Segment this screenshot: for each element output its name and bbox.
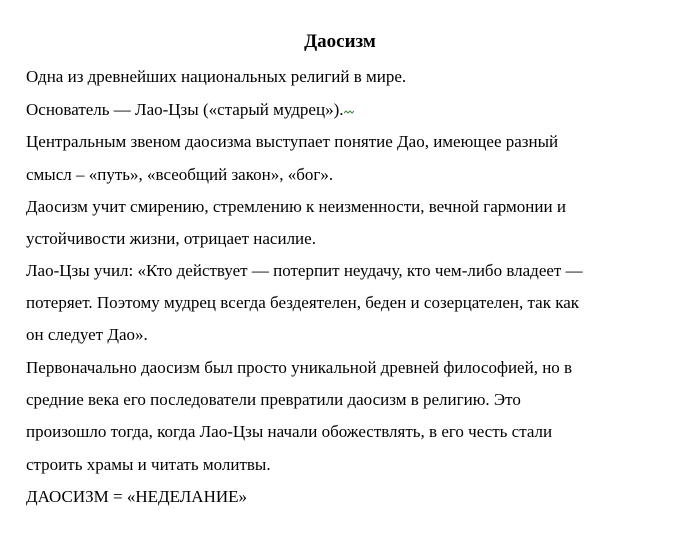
paragraph-line: Лао-Цзы учил: «Кто действует — потерпит неудачу, кто чем-либо владеет —	[26, 261, 583, 280]
paragraph-line: ДАОСИЗМ = «НЕДЕЛАНИЕ»	[26, 487, 248, 506]
paragraph-line: Первоначально даосизм был просто уникальной древней философией, но в	[26, 358, 573, 377]
paragraph-line	[26, 99, 354, 121]
paragraph-line: он следует Дао».	[26, 325, 148, 344]
paragraph-line: средние века его последователи превратили даосизм в религию. Это	[26, 390, 521, 409]
paragraph-line: смысл – «путь», «всеобщий закон», «бог».	[26, 165, 334, 184]
paragraph-line: Даосизм учит смирению, стремлению к неизменности, вечной гармонии и	[26, 197, 566, 216]
paragraph-line: Центральным звеном даосизма выступает понятие Дао, имеющее разный	[26, 132, 559, 151]
paragraph-line: строить храмы и читать молитвы.	[26, 455, 271, 474]
paragraph-line: потеряет. Поэтому мудрец всегда бездеятелен, беден и созерцателен, так как	[26, 293, 580, 312]
document-title: Даосизм	[304, 31, 376, 52]
line-text: Основатель — Лао-Цзы («старый мудрец»).	[26, 100, 344, 119]
paragraph-line: произошло тогда, когда Лао-Цзы начали обожествлять, в его честь стали	[26, 422, 553, 441]
paragraph-line: устойчивости жизни, отрицает насилие.	[26, 229, 316, 248]
paragraph-line: Одна из древнейших национальных религий в мире.	[26, 67, 407, 86]
spellcheck-squiggle-icon	[344, 105, 354, 115]
